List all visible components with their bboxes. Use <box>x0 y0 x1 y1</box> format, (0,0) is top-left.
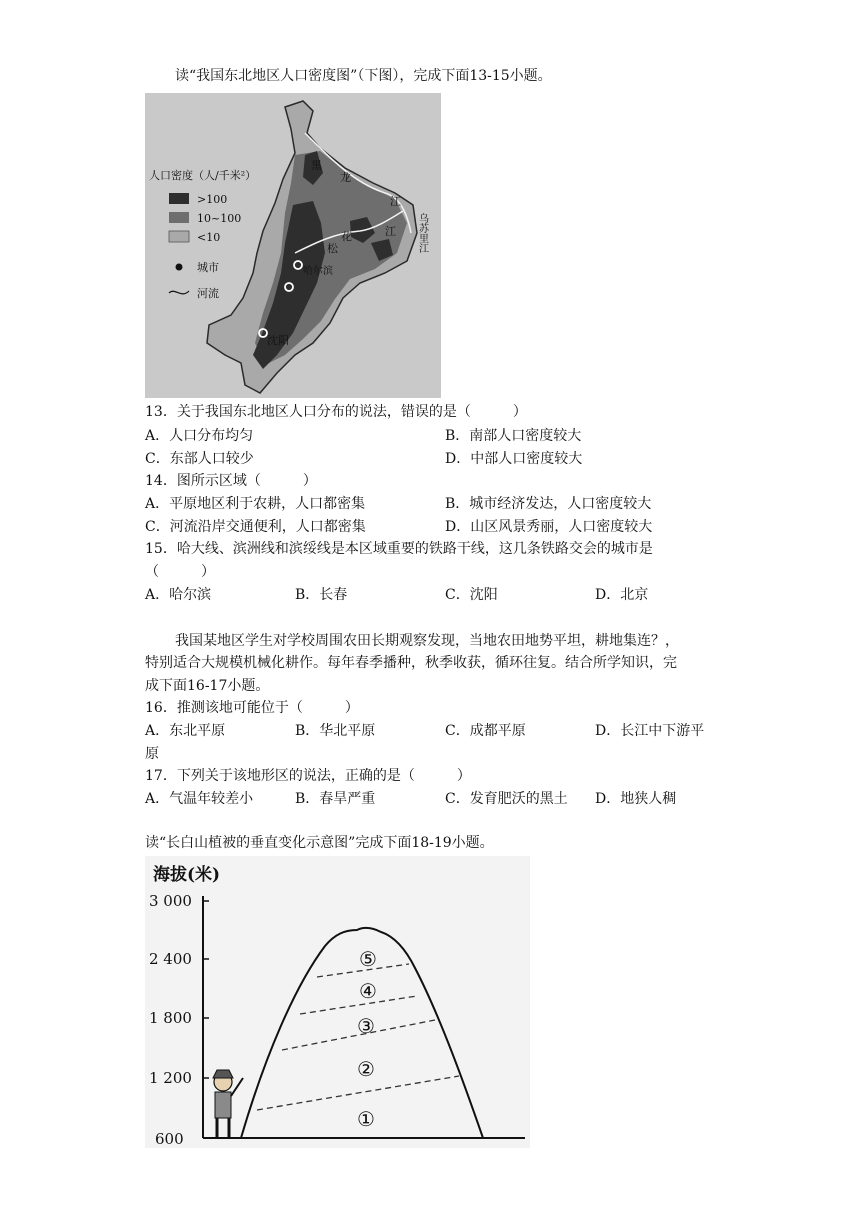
q16-option-d-cont: 原 <box>145 746 159 762</box>
question-14-stem: 14．图所示区域（ ） <box>145 473 317 489</box>
map-label: 沈阳 <box>267 334 289 347</box>
q13-option-b[interactable]: B．南部人口密度较大 <box>445 428 582 444</box>
legend-city-dot <box>176 264 183 271</box>
q13-option-c[interactable]: C．东部人口较少 <box>145 451 254 467</box>
intro-16-17-line3: 成下面16-17小题。 <box>145 678 270 694</box>
legend-title: 人口密度（人/千米²） <box>149 169 257 182</box>
population-density-map <box>145 93 441 398</box>
intro-13-15: 读“我国东北地区人口密度图”（下图），完成下面13-15小题。 <box>175 68 552 84</box>
zone-label: ⑤ <box>359 947 377 971</box>
map-label: 黑 <box>311 159 322 172</box>
legend-label: 10~100 <box>197 212 242 225</box>
map-label: 江 <box>385 225 396 238</box>
legend-label: 河流 <box>197 287 219 300</box>
intro-16-17-line1: 我国某地区学生对学校周围农田长期观察发现，当地农田地势平坦，耕地集连？， <box>175 633 679 649</box>
q17-option-b[interactable]: B．春旱严重 <box>295 791 376 807</box>
question-17-stem: 17．下列关于该地形区的说法，正确的是（ ） <box>145 768 471 784</box>
y-tick-label: 1 200 <box>149 1069 192 1087</box>
q16-option-d[interactable]: D．长江中下游平 <box>595 723 705 739</box>
zone-label: ① <box>357 1107 375 1131</box>
q14-option-b[interactable]: B．城市经济发达，人口密度较大 <box>445 496 652 512</box>
question-15-stem: 15．哈大线、滨洲线和滨绥线是本区域重要的铁路干线，这几条铁路交会的城市是 <box>145 541 653 557</box>
question-15-stem-cont: （ ） <box>145 564 215 580</box>
y-tick-label: 3 000 <box>149 892 192 910</box>
y-tick-label: 1 800 <box>149 1009 192 1027</box>
map-label: 哈尔滨 <box>303 266 333 277</box>
question-13-stem: 13．关于我国东北地区人口分布的说法，错误的是（ ） <box>145 404 527 420</box>
q14-option-d[interactable]: D．山区风景秀丽，人口密度较大 <box>445 519 653 535</box>
legend-swatch-dense <box>169 193 189 204</box>
map-label: 松 <box>327 242 338 255</box>
legend-swatch-medium <box>169 212 189 223</box>
legend-label: >100 <box>197 193 228 206</box>
q16-option-a[interactable]: A．东北平原 <box>145 723 226 739</box>
q15-option-a[interactable]: A．哈尔滨 <box>145 587 212 603</box>
mountain-svg <box>145 856 530 1148</box>
legend-label: <10 <box>197 231 221 244</box>
q16-option-b[interactable]: B．华北平原 <box>295 723 376 739</box>
question-16-stem: 16．推测该地可能位于（ ） <box>145 700 359 716</box>
q15-option-d[interactable]: D．北京 <box>595 587 649 603</box>
y-tick-label: 2 400 <box>149 950 192 968</box>
intro-18-19: 读“长白山植被的垂直变化示意图”完成下面18-19小题。 <box>145 835 494 851</box>
q17-option-c[interactable]: C．发育肥沃的黑土 <box>445 791 568 807</box>
legend-swatch-sparse <box>169 231 189 242</box>
q17-option-a[interactable]: A．气温年较差小 <box>145 791 254 807</box>
map-label: 花 <box>341 230 352 243</box>
q14-option-c[interactable]: C．河流沿岸交通便利，人口都密集 <box>145 519 366 535</box>
q13-option-a[interactable]: A．人口分布均匀 <box>145 428 254 444</box>
map-svg <box>145 93 441 398</box>
zone-label: ② <box>357 1057 375 1081</box>
q15-option-c[interactable]: C．沈阳 <box>445 587 498 603</box>
intro-16-17-line2: 特别适合大规模机械化耕作。每年春季播种，秋季收获，循环往复。结合所学知识，完 <box>145 655 677 671</box>
y-tick-label: 600 <box>155 1130 184 1148</box>
zone-label: ③ <box>357 1014 375 1038</box>
map-label: 江 <box>390 195 401 208</box>
q17-option-d[interactable]: D．地狭人稠 <box>595 791 677 807</box>
q15-option-b[interactable]: B．长春 <box>295 587 348 603</box>
vegetation-vertical-diagram <box>145 856 530 1148</box>
q13-option-d[interactable]: D．中部人口密度较大 <box>445 451 583 467</box>
map-label-vertical: 乌苏里江 <box>416 213 428 253</box>
q16-option-c[interactable]: C．成都平原 <box>445 723 526 739</box>
axis-title: 海拔(米) <box>153 865 221 885</box>
zone-label: ④ <box>359 979 377 1003</box>
q14-option-a[interactable]: A．平原地区利于农耕，人口都密集 <box>145 496 366 512</box>
map-label: 龙 <box>340 171 351 184</box>
legend-label: 城市 <box>197 261 219 274</box>
